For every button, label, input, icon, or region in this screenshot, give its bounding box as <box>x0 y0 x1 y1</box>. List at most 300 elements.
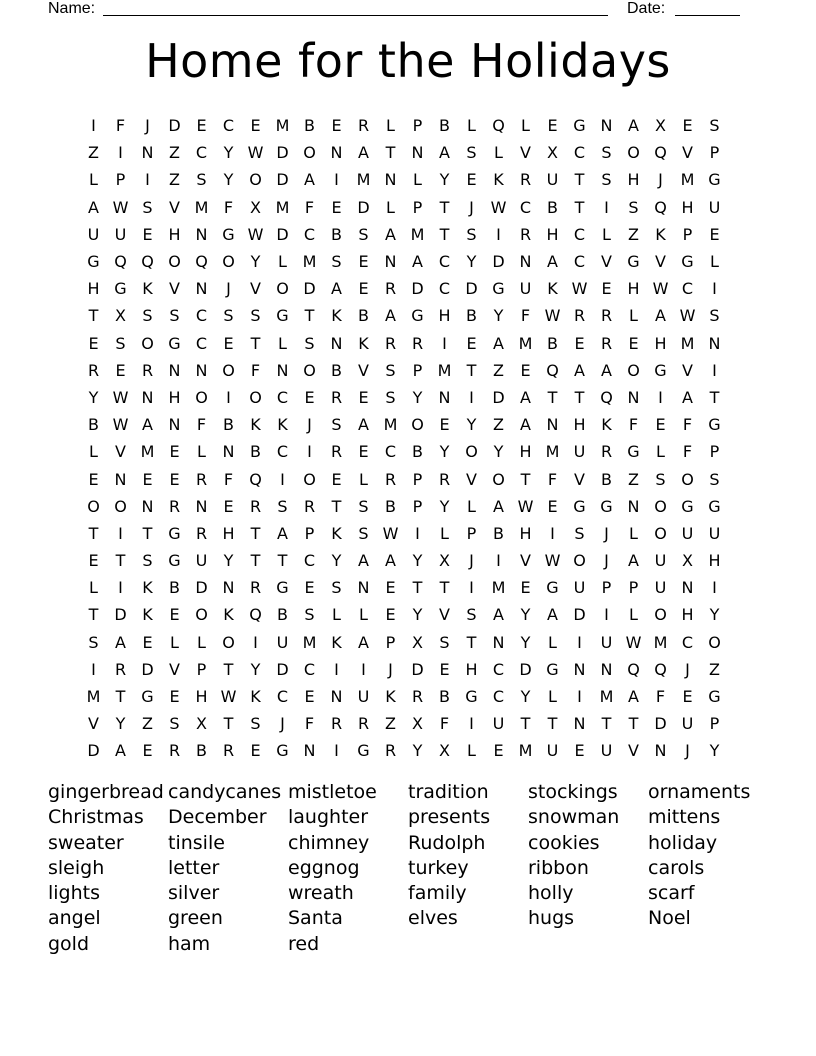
grid-letter[interactable]: O <box>303 360 316 380</box>
grid-letter[interactable]: R <box>384 279 397 299</box>
grid-letter[interactable]: N <box>195 224 208 244</box>
grid-letter[interactable]: Y <box>520 605 531 625</box>
grid-letter[interactable]: C <box>195 333 208 353</box>
grid-letter[interactable]: M <box>275 197 290 217</box>
grid-letter[interactable]: L <box>467 496 476 516</box>
grid-letter[interactable]: B <box>277 605 288 625</box>
grid-letter[interactable]: L <box>278 252 287 272</box>
grid-letter[interactable]: A <box>412 252 423 272</box>
grid-letter[interactable]: O <box>681 469 694 489</box>
grid-letter[interactable]: H <box>546 224 559 244</box>
grid-letter[interactable]: E <box>142 224 153 244</box>
grid-letter[interactable]: S <box>466 143 477 163</box>
grid-letter[interactable]: Y <box>493 442 504 462</box>
grid-letter[interactable]: S <box>304 333 315 353</box>
grid-letter[interactable]: S <box>304 605 315 625</box>
grid-letter[interactable]: M <box>275 116 290 136</box>
grid-letter[interactable]: E <box>520 578 531 598</box>
grid-letter[interactable]: U <box>546 170 559 190</box>
grid-letter[interactable]: L <box>197 632 206 652</box>
grid-letter[interactable]: M <box>410 224 425 244</box>
grid-letter[interactable]: N <box>276 360 289 380</box>
grid-letter[interactable]: F <box>250 360 261 380</box>
grid-letter[interactable]: A <box>358 415 369 435</box>
grid-letter[interactable]: N <box>222 578 235 598</box>
grid-letter[interactable]: C <box>195 143 208 163</box>
grid-letter[interactable]: E <box>169 442 180 462</box>
grid-letter[interactable]: U <box>654 578 667 598</box>
grid-letter[interactable]: M <box>302 252 317 272</box>
grid-letter[interactable]: G <box>546 578 559 598</box>
grid-letter[interactable]: C <box>384 442 397 462</box>
grid-letter[interactable]: C <box>492 659 505 679</box>
grid-letter[interactable]: Q <box>546 360 559 380</box>
grid-letter[interactable]: U <box>654 551 667 571</box>
grid-letter[interactable]: W <box>571 279 588 299</box>
grid-letter[interactable]: E <box>250 741 261 761</box>
grid-letter[interactable]: P <box>412 360 423 380</box>
grid-letter[interactable]: F <box>223 469 234 489</box>
grid-letter[interactable]: F <box>304 197 315 217</box>
grid-letter[interactable]: I <box>469 387 474 407</box>
grid-letter[interactable]: I <box>307 442 312 462</box>
grid-letter[interactable]: U <box>357 687 370 707</box>
grid-letter[interactable]: R <box>195 523 208 543</box>
grid-letter[interactable]: E <box>439 415 450 435</box>
grid-letter[interactable]: Q <box>249 605 262 625</box>
grid-letter[interactable]: L <box>467 116 476 136</box>
grid-letter[interactable]: X <box>439 741 450 761</box>
grid-letter[interactable]: B <box>385 496 396 516</box>
grid-letter[interactable]: E <box>88 551 99 571</box>
grid-letter[interactable]: O <box>87 496 100 516</box>
grid-letter[interactable]: Q <box>492 116 505 136</box>
grid-letter[interactable]: T <box>142 523 153 543</box>
grid-letter[interactable]: H <box>222 523 235 543</box>
grid-letter[interactable]: E <box>142 469 153 489</box>
grid-letter[interactable]: B <box>547 333 558 353</box>
grid-letter[interactable]: T <box>115 551 126 571</box>
grid-letter[interactable]: A <box>115 741 126 761</box>
grid-letter[interactable]: S <box>331 252 342 272</box>
grid-letter[interactable]: B <box>331 360 342 380</box>
grid-letter[interactable]: P <box>412 496 423 516</box>
grid-letter[interactable]: C <box>276 442 289 462</box>
grid-letter[interactable]: I <box>496 551 501 571</box>
grid-letter[interactable]: U <box>276 632 289 652</box>
grid-letter[interactable]: P <box>304 523 315 543</box>
grid-letter[interactable]: I <box>253 632 258 652</box>
grid-letter[interactable]: T <box>628 714 639 734</box>
grid-letter[interactable]: S <box>115 333 126 353</box>
grid-letter[interactable]: B <box>304 116 315 136</box>
grid-letter[interactable]: M <box>491 578 506 598</box>
grid-letter[interactable]: J <box>604 523 609 543</box>
grid-letter[interactable]: N <box>492 632 505 652</box>
grid-letter[interactable]: J <box>469 551 474 571</box>
grid-letter[interactable]: I <box>118 523 123 543</box>
grid-letter[interactable]: R <box>195 469 208 489</box>
grid-letter[interactable]: X <box>412 714 423 734</box>
grid-letter[interactable]: R <box>303 496 316 516</box>
grid-letter[interactable]: O <box>195 605 208 625</box>
grid-letter[interactable]: R <box>519 170 532 190</box>
grid-letter[interactable]: U <box>492 714 505 734</box>
grid-letter[interactable]: Q <box>114 252 127 272</box>
grid-letter[interactable]: L <box>386 116 395 136</box>
grid-letter[interactable]: Z <box>169 143 180 163</box>
grid-letter[interactable]: F <box>520 306 531 326</box>
grid-letter[interactable]: A <box>547 252 558 272</box>
grid-letter[interactable]: S <box>385 360 396 380</box>
grid-letter[interactable]: R <box>357 116 370 136</box>
grid-letter[interactable]: L <box>710 252 719 272</box>
grid-letter[interactable]: M <box>599 687 614 707</box>
grid-letter[interactable]: O <box>627 143 640 163</box>
grid-letter[interactable]: Z <box>385 714 396 734</box>
grid-letter[interactable]: A <box>115 632 126 652</box>
grid-letter[interactable]: W <box>247 224 264 244</box>
grid-letter[interactable]: K <box>223 605 234 625</box>
grid-letter[interactable]: I <box>469 714 474 734</box>
grid-letter[interactable]: T <box>466 360 477 380</box>
grid-letter[interactable]: W <box>112 197 129 217</box>
grid-letter[interactable]: E <box>331 197 342 217</box>
grid-letter[interactable]: V <box>250 279 261 299</box>
grid-letter[interactable]: L <box>629 306 638 326</box>
grid-letter[interactable]: S <box>466 224 477 244</box>
grid-letter[interactable]: U <box>600 632 613 652</box>
grid-letter[interactable]: I <box>577 632 582 652</box>
grid-letter[interactable]: D <box>357 197 370 217</box>
grid-letter[interactable]: B <box>169 578 180 598</box>
grid-letter[interactable]: R <box>114 659 127 679</box>
grid-letter[interactable]: I <box>712 279 717 299</box>
grid-letter[interactable]: V <box>601 252 612 272</box>
grid-letter[interactable]: D <box>168 116 181 136</box>
grid-letter[interactable]: N <box>384 252 397 272</box>
grid-letter[interactable]: R <box>384 333 397 353</box>
grid-letter[interactable]: N <box>573 659 586 679</box>
grid-letter[interactable]: T <box>439 578 450 598</box>
grid-letter[interactable]: J <box>604 551 609 571</box>
grid-letter[interactable]: H <box>654 333 667 353</box>
grid-letter[interactable]: Y <box>88 387 99 407</box>
grid-letter[interactable]: G <box>276 741 289 761</box>
grid-letter[interactable]: O <box>627 360 640 380</box>
grid-letter[interactable]: Q <box>249 469 262 489</box>
grid-letter[interactable]: V <box>466 469 477 489</box>
grid-letter[interactable]: C <box>276 687 289 707</box>
grid-letter[interactable]: G <box>357 741 370 761</box>
grid-letter[interactable]: M <box>140 442 155 462</box>
grid-letter[interactable]: I <box>604 197 609 217</box>
grid-letter[interactable]: S <box>169 306 180 326</box>
grid-letter[interactable]: A <box>142 415 153 435</box>
grid-letter[interactable]: O <box>465 442 478 462</box>
grid-letter[interactable]: C <box>681 632 694 652</box>
grid-letter[interactable]: D <box>519 659 532 679</box>
grid-letter[interactable]: H <box>573 415 586 435</box>
grid-letter[interactable]: W <box>112 387 129 407</box>
grid-letter[interactable]: P <box>466 523 477 543</box>
grid-letter[interactable]: P <box>628 578 639 598</box>
grid-letter[interactable]: G <box>168 523 181 543</box>
grid-letter[interactable]: J <box>388 659 393 679</box>
grid-letter[interactable]: D <box>276 170 289 190</box>
grid-letter[interactable]: R <box>357 714 370 734</box>
grid-letter[interactable]: T <box>520 469 531 489</box>
grid-letter[interactable]: D <box>492 252 505 272</box>
grid-letter[interactable]: N <box>654 741 667 761</box>
grid-letter[interactable]: O <box>195 387 208 407</box>
grid-letter[interactable]: M <box>194 197 209 217</box>
grid-letter[interactable]: S <box>709 469 720 489</box>
grid-letter[interactable]: S <box>142 197 153 217</box>
grid-letter[interactable]: A <box>493 605 504 625</box>
grid-letter[interactable]: A <box>655 306 666 326</box>
grid-letter[interactable]: C <box>492 687 505 707</box>
grid-letter[interactable]: V <box>682 143 693 163</box>
grid-letter[interactable]: T <box>547 387 558 407</box>
grid-letter[interactable]: L <box>629 605 638 625</box>
grid-letter[interactable]: H <box>681 197 694 217</box>
grid-letter[interactable]: S <box>655 469 666 489</box>
grid-letter[interactable]: D <box>654 714 667 734</box>
grid-letter[interactable]: S <box>196 170 207 190</box>
grid-letter[interactable]: P <box>709 442 720 462</box>
grid-letter[interactable]: T <box>439 224 450 244</box>
grid-letter[interactable]: V <box>169 197 180 217</box>
grid-letter[interactable]: Q <box>627 659 640 679</box>
grid-letter[interactable]: E <box>628 333 639 353</box>
grid-letter[interactable]: F <box>682 442 693 462</box>
grid-letter[interactable]: Y <box>250 659 261 679</box>
grid-letter[interactable]: D <box>303 279 316 299</box>
grid-letter[interactable]: I <box>442 333 447 353</box>
grid-letter[interactable]: E <box>682 687 693 707</box>
grid-letter[interactable]: J <box>145 116 150 136</box>
grid-letter[interactable]: I <box>496 224 501 244</box>
grid-letter[interactable]: E <box>520 360 531 380</box>
grid-letter[interactable]: G <box>654 360 667 380</box>
grid-letter[interactable]: O <box>141 333 154 353</box>
grid-letter[interactable]: P <box>709 143 720 163</box>
grid-letter[interactable]: L <box>494 143 503 163</box>
grid-letter[interactable]: O <box>654 605 667 625</box>
grid-letter[interactable]: E <box>88 333 99 353</box>
grid-letter[interactable]: O <box>222 360 235 380</box>
grid-letter[interactable]: O <box>303 469 316 489</box>
grid-letter[interactable]: M <box>518 741 533 761</box>
grid-letter[interactable]: V <box>115 442 126 462</box>
grid-letter[interactable]: B <box>250 442 261 462</box>
grid-letter[interactable]: D <box>87 741 100 761</box>
grid-letter[interactable]: Y <box>223 170 234 190</box>
grid-letter[interactable]: T <box>331 496 342 516</box>
grid-letter[interactable]: T <box>304 306 315 326</box>
grid-letter[interactable]: U <box>681 523 694 543</box>
grid-letter[interactable]: B <box>466 306 477 326</box>
grid-letter[interactable]: F <box>115 116 126 136</box>
grid-letter[interactable]: L <box>602 224 611 244</box>
grid-letter[interactable]: J <box>658 170 663 190</box>
grid-letter[interactable]: C <box>195 306 208 326</box>
grid-letter[interactable]: Y <box>466 252 477 272</box>
grid-letter[interactable]: Y <box>412 605 423 625</box>
grid-letter[interactable]: B <box>196 741 207 761</box>
grid-letter[interactable]: J <box>685 659 690 679</box>
grid-letter[interactable]: N <box>438 387 451 407</box>
grid-letter[interactable]: R <box>438 469 451 489</box>
grid-letter[interactable]: A <box>277 523 288 543</box>
grid-letter[interactable]: K <box>142 279 153 299</box>
grid-letter[interactable]: M <box>653 632 668 652</box>
grid-letter[interactable]: N <box>330 333 343 353</box>
grid-letter[interactable]: T <box>250 551 261 571</box>
grid-letter[interactable]: U <box>681 714 694 734</box>
grid-letter[interactable]: D <box>195 578 208 598</box>
grid-letter[interactable]: E <box>358 387 369 407</box>
grid-letter[interactable]: C <box>519 197 532 217</box>
grid-letter[interactable]: E <box>709 224 720 244</box>
grid-letter[interactable]: A <box>88 197 99 217</box>
grid-letter[interactable]: L <box>359 469 368 489</box>
name-field-line[interactable] <box>103 15 608 16</box>
grid-letter[interactable]: V <box>439 605 450 625</box>
grid-letter[interactable]: D <box>276 224 289 244</box>
grid-letter[interactable]: T <box>88 306 99 326</box>
grid-letter[interactable]: N <box>546 415 559 435</box>
grid-letter[interactable]: S <box>358 496 369 516</box>
grid-letter[interactable]: N <box>411 143 424 163</box>
grid-letter[interactable]: N <box>330 143 343 163</box>
grid-letter[interactable]: G <box>114 279 127 299</box>
grid-letter[interactable]: E <box>682 116 693 136</box>
grid-letter[interactable]: R <box>330 387 343 407</box>
grid-letter[interactable]: A <box>682 387 693 407</box>
grid-letter[interactable]: B <box>412 442 423 462</box>
grid-letter[interactable]: I <box>226 387 231 407</box>
grid-letter[interactable]: G <box>627 442 640 462</box>
grid-letter[interactable]: U <box>573 442 586 462</box>
grid-letter[interactable]: T <box>115 687 126 707</box>
grid-letter[interactable]: E <box>169 687 180 707</box>
grid-letter[interactable]: I <box>361 659 366 679</box>
grid-letter[interactable]: A <box>628 551 639 571</box>
grid-letter[interactable]: E <box>88 469 99 489</box>
grid-letter[interactable]: E <box>142 632 153 652</box>
grid-letter[interactable]: R <box>330 442 343 462</box>
grid-letter[interactable]: E <box>142 741 153 761</box>
grid-letter[interactable]: L <box>521 116 530 136</box>
grid-letter[interactable]: N <box>519 252 532 272</box>
grid-letter[interactable]: A <box>601 360 612 380</box>
grid-letter[interactable]: G <box>708 496 721 516</box>
grid-letter[interactable]: S <box>574 523 585 543</box>
grid-letter[interactable]: O <box>222 632 235 652</box>
grid-letter[interactable]: K <box>547 279 558 299</box>
grid-letter[interactable]: V <box>574 469 585 489</box>
grid-letter[interactable]: I <box>334 741 339 761</box>
grid-letter[interactable]: M <box>518 333 533 353</box>
grid-letter[interactable]: I <box>91 659 96 679</box>
grid-letter[interactable]: O <box>573 551 586 571</box>
grid-letter[interactable]: B <box>601 469 612 489</box>
grid-letter[interactable]: R <box>384 469 397 489</box>
grid-letter[interactable]: X <box>250 197 261 217</box>
grid-letter[interactable]: S <box>358 224 369 244</box>
grid-letter[interactable]: T <box>88 605 99 625</box>
grid-letter[interactable]: I <box>334 659 339 679</box>
grid-letter[interactable]: S <box>439 632 450 652</box>
grid-letter[interactable]: N <box>141 143 154 163</box>
grid-letter[interactable]: V <box>169 279 180 299</box>
grid-letter[interactable]: C <box>276 387 289 407</box>
grid-letter[interactable]: E <box>223 333 234 353</box>
grid-letter[interactable]: A <box>520 415 531 435</box>
grid-letter[interactable]: S <box>142 551 153 571</box>
grid-letter[interactable]: G <box>141 687 154 707</box>
grid-letter[interactable]: G <box>492 279 505 299</box>
grid-letter[interactable]: N <box>303 741 316 761</box>
grid-letter[interactable]: N <box>195 360 208 380</box>
grid-letter[interactable]: M <box>545 442 560 462</box>
grid-letter[interactable]: A <box>628 687 639 707</box>
grid-letter[interactable]: O <box>654 523 667 543</box>
grid-letter[interactable]: Y <box>493 306 504 326</box>
grid-letter[interactable]: G <box>708 415 721 435</box>
grid-letter[interactable]: B <box>547 197 558 217</box>
grid-letter[interactable]: T <box>88 523 99 543</box>
grid-letter[interactable]: L <box>359 605 368 625</box>
grid-letter[interactable]: D <box>276 659 289 679</box>
grid-letter[interactable]: R <box>249 496 262 516</box>
grid-letter[interactable]: Y <box>412 551 423 571</box>
grid-letter[interactable]: G <box>222 224 235 244</box>
grid-letter[interactable]: G <box>681 496 694 516</box>
grid-letter[interactable]: E <box>385 605 396 625</box>
grid-letter[interactable]: Y <box>520 687 531 707</box>
grid-letter[interactable]: O <box>168 252 181 272</box>
grid-letter[interactable]: H <box>195 687 208 707</box>
grid-letter[interactable]: W <box>544 306 561 326</box>
grid-letter[interactable]: C <box>573 143 586 163</box>
grid-letter[interactable]: T <box>439 197 450 217</box>
grid-letter[interactable]: Y <box>250 252 261 272</box>
grid-letter[interactable]: O <box>303 143 316 163</box>
grid-letter[interactable]: G <box>465 687 478 707</box>
grid-letter[interactable]: U <box>519 279 532 299</box>
grid-letter[interactable]: U <box>708 523 721 543</box>
grid-letter[interactable]: E <box>196 116 207 136</box>
grid-letter[interactable]: E <box>574 741 585 761</box>
grid-letter[interactable]: R <box>411 687 424 707</box>
grid-letter[interactable]: U <box>195 551 208 571</box>
grid-letter[interactable]: Y <box>115 714 126 734</box>
grid-letter[interactable]: W <box>679 306 696 326</box>
grid-letter[interactable]: T <box>574 197 585 217</box>
grid-letter[interactable]: N <box>168 415 181 435</box>
grid-letter[interactable]: S <box>709 306 720 326</box>
grid-letter[interactable]: N <box>168 360 181 380</box>
grid-letter[interactable]: X <box>439 551 450 571</box>
grid-letter[interactable]: T <box>709 387 720 407</box>
grid-letter[interactable]: V <box>520 143 531 163</box>
grid-letter[interactable]: E <box>223 496 234 516</box>
grid-letter[interactable]: Y <box>439 496 450 516</box>
grid-letter[interactable]: O <box>249 170 262 190</box>
